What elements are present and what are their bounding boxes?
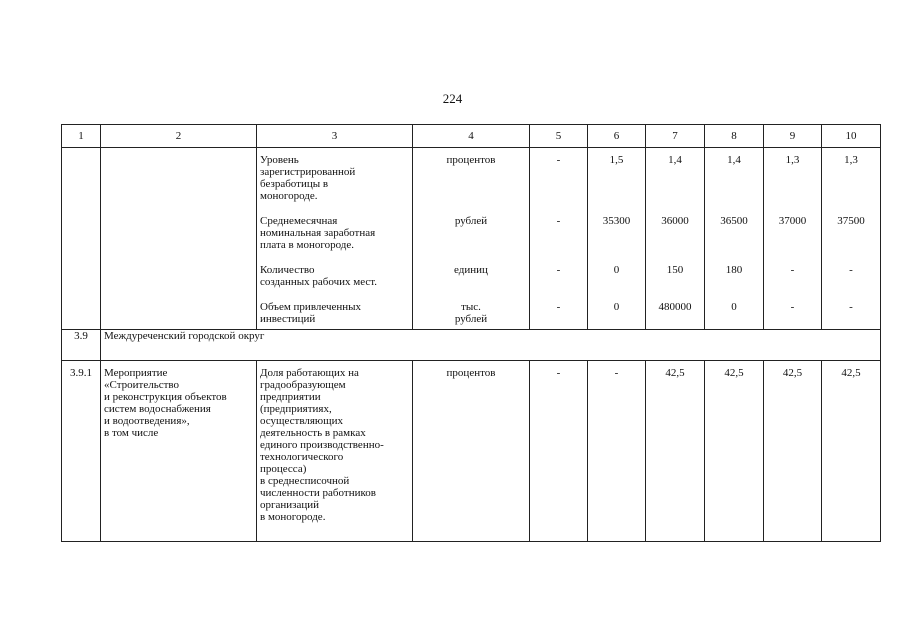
value-cell-8 — [705, 148, 764, 330]
header-cell: 4 — [413, 125, 530, 148]
measure-cell — [101, 148, 257, 330]
value-text: 36000 — [661, 215, 689, 227]
indicator-text: Объем привлеченных инвестиций — [260, 301, 362, 325]
header-cell: 8 — [705, 125, 764, 148]
header-cell: 6 — [588, 125, 646, 148]
document-table — [61, 124, 881, 542]
unit-text: процентов — [446, 154, 496, 166]
value-text: 37500 — [837, 215, 865, 227]
table-row — [62, 361, 881, 542]
value-text: 0 — [731, 301, 737, 313]
value-text: 36500 — [720, 215, 748, 227]
number-cell — [62, 361, 101, 542]
header-cell: 10 — [822, 125, 881, 148]
unit-cell — [413, 361, 530, 542]
value-text: 37000 — [778, 215, 807, 227]
unit-cell — [413, 148, 530, 330]
value-text: 42,5 — [841, 367, 861, 379]
value-text: 0 — [613, 301, 620, 313]
value-text: - — [790, 301, 795, 313]
indicator-cell — [257, 148, 413, 330]
value-text: 150 — [666, 264, 684, 276]
value-text: 1,3 — [844, 154, 858, 166]
value-text: - — [556, 215, 561, 227]
unit-text: рублей — [454, 215, 488, 227]
value-text: - — [556, 264, 561, 276]
header-cell: 5 — [530, 125, 588, 148]
section-title-text: Междуреченский городской округ — [104, 330, 265, 342]
value-text: - — [790, 264, 795, 276]
value-text: 480000 — [658, 301, 692, 313]
section-title — [101, 330, 881, 361]
value-cell-10 — [822, 148, 881, 330]
unit-text: единиц — [454, 264, 488, 276]
value-cell-10 — [822, 361, 881, 542]
number-cell — [62, 148, 101, 330]
value-cell-7 — [646, 361, 705, 542]
value-text: 1,4 — [727, 154, 741, 166]
value-text: 1,5 — [609, 154, 624, 166]
indicator-text: Доля работающих на градообразующем предприятии (предприятиях, осуществляющих деятельность в рамках единого производственно- технологического процесса) в среднесписочной численности работников организаций в моногороде. — [260, 367, 384, 523]
value-text: 42,5 — [724, 367, 744, 379]
value-text: - — [556, 301, 561, 313]
value-cell-7 — [646, 148, 705, 330]
value-cell-5 — [530, 148, 588, 330]
value-cell-6 — [588, 361, 646, 542]
value-cell-9 — [764, 148, 822, 330]
indicator-text: Количество созданных рабочих мест. — [260, 264, 378, 288]
row-number: 3.9.1 — [70, 367, 92, 379]
section-row — [62, 330, 881, 361]
value-text: - — [849, 264, 853, 276]
table-header-row — [62, 125, 881, 148]
value-cell-9 — [764, 361, 822, 542]
value-text: 42,5 — [665, 367, 685, 379]
value-cell-8 — [705, 361, 764, 542]
value-text: 0 — [613, 264, 620, 276]
indicator-text: Среднемесячная номинальная заработная плата в моногороде. — [260, 215, 376, 251]
value-text: - — [849, 301, 853, 313]
value-text: 1,4 — [668, 154, 682, 166]
measure-cell — [101, 361, 257, 542]
indicator-text: Уровень зарегистрированной безработицы в моногороде. — [260, 154, 356, 202]
value-text: - — [556, 154, 561, 166]
value-text: 180 — [725, 264, 743, 276]
header-cell: 9 — [764, 125, 822, 148]
section-number: 3.9 — [62, 330, 101, 361]
value-text: 42,5 — [782, 367, 803, 379]
indicator-cell — [257, 361, 413, 542]
measure-text: Мероприятие «Строительство и реконструкция объектов систем водоснабжения и водоотведения», в том числе — [104, 367, 227, 439]
header-cell: 3 — [257, 125, 413, 148]
unit-text: процентов — [446, 367, 496, 379]
unit-text: тыс. рублей — [454, 301, 488, 325]
value-cell-6 — [588, 148, 646, 330]
value-text: - — [614, 367, 619, 379]
table-row — [62, 148, 881, 330]
page-number: 224 — [442, 91, 463, 106]
header-cell: 2 — [101, 125, 257, 148]
value-cell-5 — [530, 361, 588, 542]
header-cell: 1 — [62, 125, 101, 148]
value-text: 35300 — [602, 215, 631, 227]
value-text: - — [556, 367, 561, 379]
header-cell: 7 — [646, 125, 705, 148]
value-text: 1,3 — [785, 154, 800, 166]
